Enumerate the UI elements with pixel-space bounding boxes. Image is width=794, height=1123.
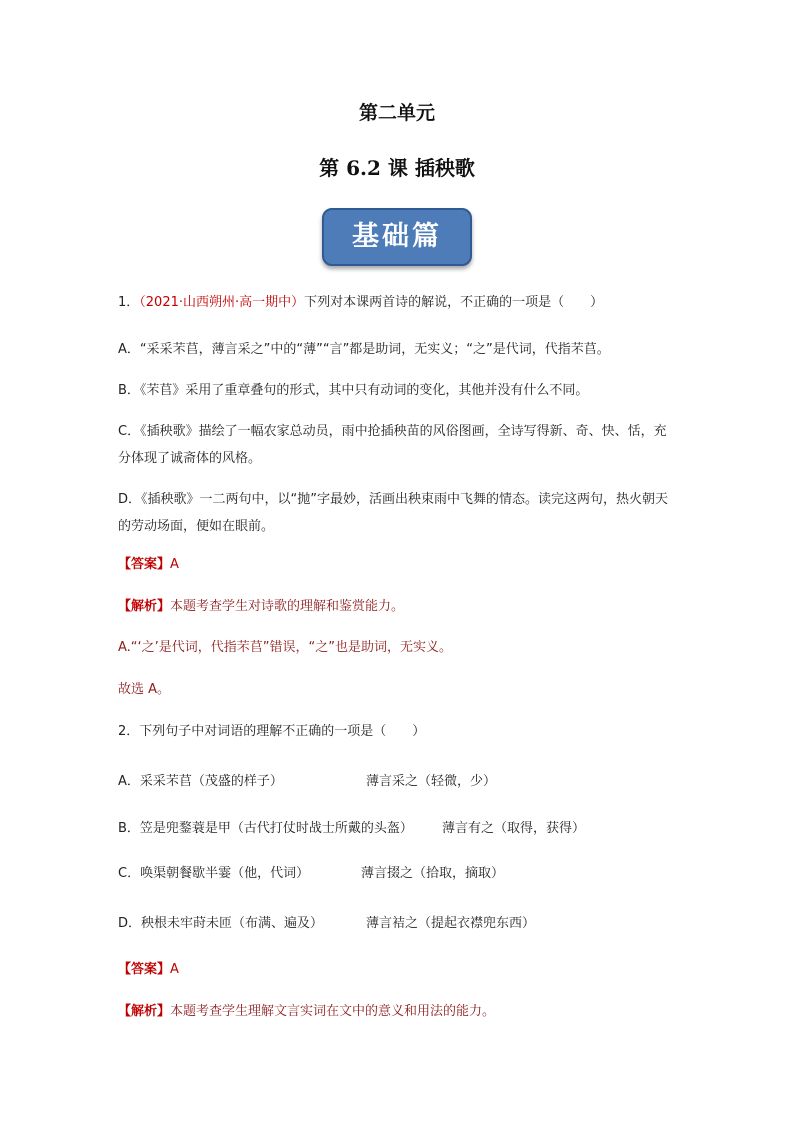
- option-c-right: 薄言掇之（拾取，摘取）: [361, 866, 505, 881]
- option-d-left: D．秧根未牢莳未匝（布满、遍及）: [118, 916, 324, 931]
- section-badge: 基础篇: [322, 208, 472, 266]
- q1-option-d: D．《插秧歌》一二两句中，以“抛”字最妙，活画出秧束雨中飞舞的情态。读完这两句，热火朝天的劳动场面，便如在眼前。: [118, 492, 668, 534]
- question-source: （2021·山西朔州·高一期中）: [139, 295, 305, 310]
- option-b-left: B．笠是兜鍪蓑是甲（古代打仗时战士所戴的头盔）: [118, 821, 413, 836]
- question-number: 1．: [118, 295, 140, 310]
- q2-option-c: [118, 866, 505, 882]
- option-d-right: 薄言袺之（提起衣襟兜东西）: [366, 916, 536, 931]
- q1-option-c: C．《插秧歌》描绘了一幅农家总动员，雨中抢插秧苗的风俗图画，全诗写得新、奇、快、恬，充分体现了诚斋体的风格。: [118, 424, 667, 466]
- q2-analysis: [118, 1004, 495, 1020]
- analysis-label: 【解析】: [118, 1004, 171, 1019]
- answer-value: A: [170, 962, 179, 977]
- q1-conclusion: 故选 A。: [118, 682, 171, 697]
- q2-option-b: [118, 821, 586, 837]
- q1-analysis-detail: A.“‘之’是代词，代指芣苢”错误，“之”也是助词，无实义。: [118, 640, 453, 655]
- analysis-text: 本题考查学生理解文言实词在文中的意义和用法的能力。: [170, 1004, 496, 1019]
- option-a-left: A．采采芣苢（茂盛的样子）: [118, 774, 283, 789]
- option-c-left: C．唤渠朝餐歇半霎（他，代词）: [118, 866, 310, 881]
- option-b-right: 薄言有之（取得，获得）: [442, 821, 586, 836]
- option-a-right: 薄言采之（轻微，少）: [366, 774, 497, 789]
- q2-option-a: [118, 774, 497, 790]
- analysis-label: 【解析】: [118, 599, 171, 614]
- question-text: 下列对本课两首诗的解说，不正确的一项是（ ）: [304, 295, 604, 310]
- answer-label: 【答案】: [118, 557, 171, 572]
- answer-value: A: [170, 557, 179, 572]
- question-2-stem: 2．下列句子中对词语的理解不正确的一项是（ ）: [118, 724, 426, 739]
- unit-title: 第二单元: [358, 102, 435, 124]
- q2-option-d: [118, 916, 536, 932]
- q1-option-b: B．《芣苢》采用了重章叠句的形式，其中只有动词的变化，其他并没有什么不同。: [118, 383, 589, 398]
- question-1-stem: [118, 295, 603, 311]
- analysis-text: 本题考查学生对诗歌的理解和鉴赏能力。: [170, 599, 405, 614]
- q1-answer: [118, 557, 179, 573]
- q2-answer: [118, 962, 179, 978]
- answer-label: 【答案】: [118, 962, 171, 977]
- lesson-title: 第 6.2 课 插秧歌: [319, 156, 475, 180]
- q1-analysis: [118, 599, 404, 615]
- q1-option-a: A．“采采芣苢，薄言采之”中的“薄”“言”都是助词，无实义；“之”是代词，代指芣苢。: [118, 342, 610, 357]
